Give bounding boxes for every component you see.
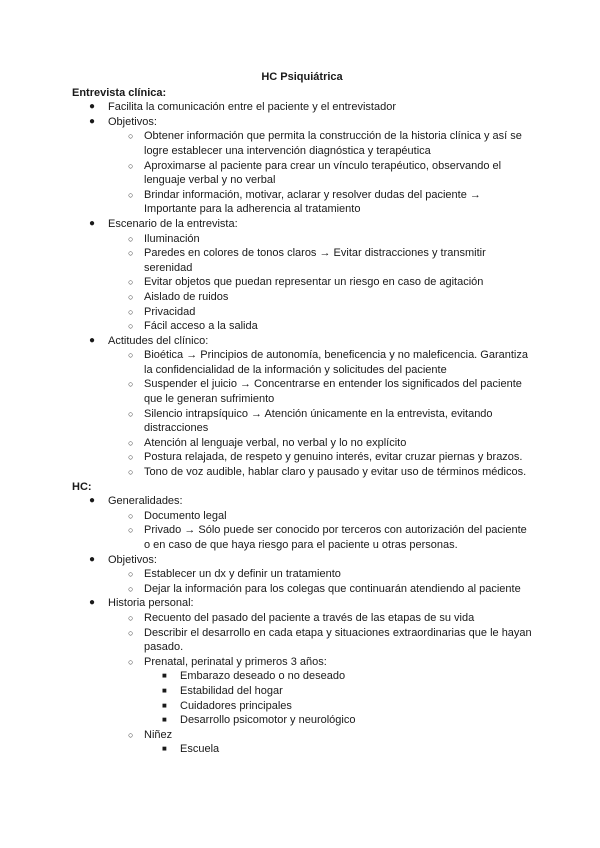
list-item-text: Paredes en colores de tonos claros → Evitar distracciones y transmitir serenidad: [144, 247, 486, 274]
list-item-text: Brindar información, motivar, aclarar y resolver dudas del paciente → Importante para la adherencia al tratamiento: [144, 188, 481, 216]
list-item-text: Estabilidad del hogar: [180, 684, 283, 697]
list-level-2: [72, 567, 532, 596]
list-item: [72, 567, 532, 582]
bullet-icon: ○: [128, 248, 134, 259]
list-item: [72, 290, 532, 305]
list-item: [72, 348, 532, 377]
sublist-container: [72, 509, 532, 553]
list-item: [72, 232, 532, 247]
list-item: [72, 217, 532, 232]
sublist-container: [72, 742, 532, 757]
bullet-icon: ●: [89, 597, 96, 609]
bullet-icon: ○: [128, 291, 134, 302]
list-level-1: [72, 494, 532, 757]
list-item-text: Iluminación: [144, 232, 200, 245]
list-item-text: Aproximarse al paciente para crear un vínculo terapéutico, observando el lenguaje verbal y no verbal: [144, 159, 502, 187]
bullet-icon: ■: [162, 700, 167, 710]
sublist-container: [72, 567, 532, 596]
document-content: [72, 86, 532, 757]
bullet-icon: ○: [128, 612, 134, 623]
list-item-text: Dejar la información para los colegas que continuarán atendiendo al paciente: [144, 582, 521, 595]
list-item-text: Facilita la comunicación entre el paciente y el entrevistador: [108, 101, 396, 114]
list-item: [72, 275, 532, 290]
sublist-container: [72, 232, 532, 334]
list-level-2: [72, 348, 532, 479]
list-item-text: Prenatal, perinatal y primeros 3 años:: [144, 655, 327, 668]
list-item: [72, 742, 532, 757]
list-item-text: Aislado de ruidos: [144, 290, 229, 303]
list-level-2: [72, 129, 532, 217]
page-title: HC Psiquiátrica: [261, 71, 343, 83]
list-item: [72, 684, 532, 699]
list-level-3: [72, 669, 532, 727]
bullet-icon: ○: [128, 350, 134, 361]
bullet-icon: ■: [162, 671, 167, 681]
list-item: [72, 728, 532, 743]
bullet-icon: ○: [128, 408, 134, 419]
list-item: [72, 115, 532, 130]
list-level-3: [72, 742, 532, 757]
list-item: [72, 626, 532, 655]
bullet-icon: ○: [128, 583, 134, 594]
list-item-text: Historia personal:: [108, 597, 194, 610]
list-item-text: Niñez: [144, 728, 173, 741]
list-item: [72, 450, 532, 465]
list-item: [72, 509, 532, 524]
list-item: [72, 129, 532, 158]
list-item-text: Postura relajada, de respeto y genuino interés, evitar cruzar piernas y brazos.: [144, 451, 523, 464]
bullet-icon: ○: [128, 656, 134, 667]
bullet-icon: ●: [89, 553, 96, 565]
list-item: [72, 669, 532, 684]
bullet-icon: ○: [128, 452, 134, 463]
list-item: [72, 713, 532, 728]
list-item: [72, 100, 532, 115]
list-item: [72, 611, 532, 626]
list-item: [72, 407, 532, 436]
bullet-icon: ●: [89, 334, 96, 346]
bullet-icon: ○: [128, 233, 134, 244]
bullet-icon: ■: [162, 715, 167, 725]
list-level-2: [72, 611, 532, 757]
section-heading: Entrevista clínica:: [72, 86, 167, 99]
list-item-text: Privado → Sólo puede ser conocido por terceros con autorización del paciente o en caso de que haya riesgo para el paciente u otras personas.: [144, 524, 527, 551]
bullet-icon: ○: [128, 277, 134, 288]
list-item: [72, 582, 532, 597]
bullet-icon: ○: [128, 160, 134, 171]
bullet-icon: ○: [128, 569, 134, 580]
list-item-text: Silencio intrapsíquico → Atención únicamente en la entrevista, evitando distracciones: [144, 407, 493, 435]
list-item: [72, 159, 532, 188]
list-item: [72, 465, 532, 480]
sublist-container: [72, 669, 532, 727]
list-item: [72, 655, 532, 670]
list-item-text: Evitar objetos que puedan representar un riesgo en caso de agitación: [144, 276, 484, 289]
list-item: [72, 246, 532, 275]
list-item-text: Generalidades:: [108, 495, 183, 508]
bullet-icon: ■: [162, 685, 167, 695]
list-item-text: Objetivos:: [108, 115, 157, 128]
list-item: [72, 523, 532, 552]
bullet-icon: ○: [128, 510, 134, 521]
sublist-container: [72, 129, 532, 217]
bullet-icon: ○: [128, 467, 134, 478]
list-item-text: Desarrollo psicomotor y neurológico: [180, 714, 356, 727]
list-item-text: Escuela: [180, 743, 220, 756]
list-item-text: Escenario de la entrevista:: [108, 217, 238, 230]
bullet-icon: ○: [128, 627, 134, 638]
list-item-text: Recuento del pasado del paciente a través de las etapas de su vida: [144, 611, 475, 624]
bullet-icon: ●: [89, 217, 96, 229]
list-item: [72, 319, 532, 334]
list-item-text: Documento legal: [144, 509, 227, 522]
list-item-text: Describir el desarrollo en cada etapa y situaciones extraordinarias que le hayan pasado.: [144, 626, 532, 654]
bullet-icon: ●: [89, 101, 96, 113]
list-item: [72, 188, 532, 217]
list-item: [72, 699, 532, 714]
bullet-icon: ●: [89, 115, 96, 127]
sublist-container: [72, 611, 532, 757]
bullet-icon: ■: [162, 744, 167, 754]
list-item-text: Tono de voz audible, hablar claro y pausado y evitar uso de términos médicos.: [144, 466, 527, 479]
sublist-container: [72, 348, 532, 479]
list-item-text: Fácil acceso a la salida: [144, 320, 258, 333]
list-level-1: [72, 100, 532, 479]
list-item-text: Establecer un dx y definir un tratamiento: [144, 568, 341, 581]
bullet-icon: ○: [128, 729, 134, 740]
list-level-2: [72, 232, 532, 334]
list-item-text: Privacidad: [144, 305, 196, 318]
bullet-icon: ○: [128, 321, 134, 332]
bullet-icon: ○: [128, 437, 134, 448]
bullet-icon: ○: [128, 131, 134, 142]
list-item-text: Embarazo deseado o no deseado: [180, 670, 346, 683]
section-heading: HC:: [72, 480, 92, 493]
list-level-2: [72, 509, 532, 553]
list-item-text: Actitudes del clínico:: [108, 334, 209, 347]
list-item-text: Bioética → Principios de autonomía, beneficencia y no maleficencia. Garantiza la confidencialidad de la información y solicitudes del paciente: [144, 349, 528, 376]
list-item-text: Obtener información que permita la construcción de la historia clínica y así se logre establecer una intervención diagnóstica y terapéutica: [144, 130, 522, 157]
list-item-text: Atención al lenguaje verbal, no verbal y lo no explícito: [144, 436, 407, 449]
bullet-icon: ●: [89, 495, 96, 507]
list-item: [72, 334, 532, 349]
bullet-icon: ○: [128, 189, 134, 200]
list-item: [72, 494, 532, 509]
list-item: [72, 553, 532, 568]
list-item-text: Suspender el juicio → Concentrarse en entender los significados del paciente que le generan sufrimiento: [144, 378, 522, 406]
bullet-icon: ○: [128, 525, 134, 536]
list-item: [72, 377, 532, 406]
list-item: [72, 305, 532, 320]
bullet-icon: ○: [128, 306, 134, 317]
list-item: [72, 596, 532, 611]
list-item-text: Objetivos:: [108, 553, 157, 566]
bullet-icon: ○: [128, 379, 134, 390]
document-page: [72, 70, 532, 757]
list-item: [72, 436, 532, 451]
list-item-text: Cuidadores principales: [180, 699, 292, 712]
